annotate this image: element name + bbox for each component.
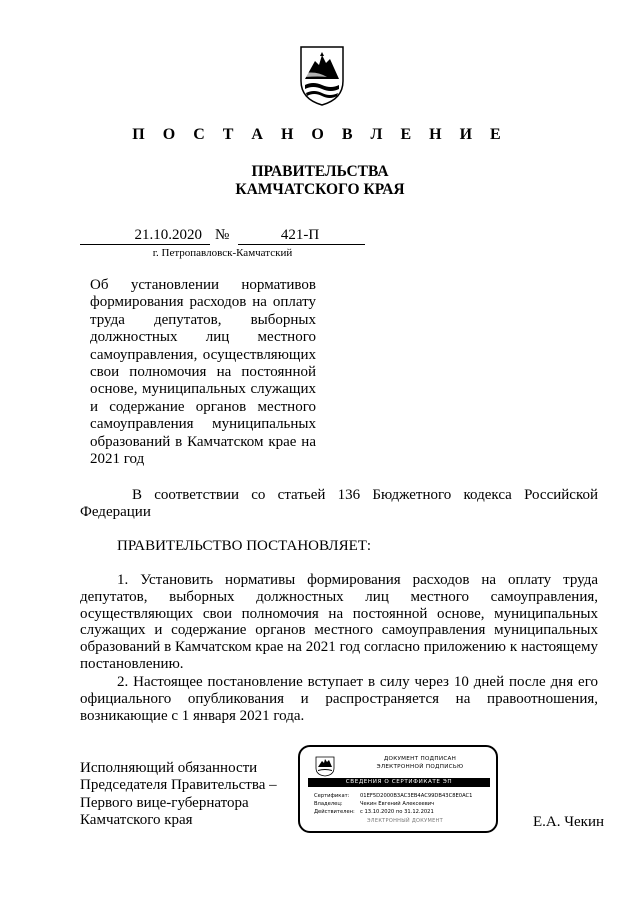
stamp-certificate-bar: СВЕДЕНИЯ О СЕРТИФИКАТЕ ЭП — [308, 778, 490, 787]
stamp-row-owner — [314, 801, 494, 807]
signer-position — [80, 760, 300, 830]
stamp-subtitle: ЭЛЕКТРОННОЙ ПОДПИСЬЮ — [376, 764, 464, 770]
stamp-label: Сертификат: — [314, 793, 350, 799]
stamp-row-certificate — [314, 793, 494, 799]
legal-basis-paragraph: В соответствии со статьей 136 Бюджетного кодекса Российской Федерации — [80, 487, 598, 520]
number-sign: № — [215, 227, 230, 243]
resolves-heading: ПРАВИТЕЛЬСТВО ПОСТАНОВЛЯЕТ: — [117, 538, 372, 554]
signer-position-line: Исполняющий обязанности — [80, 760, 258, 776]
issuer-line-1: ПРАВИТЕЛЬСТВА — [251, 163, 389, 180]
stamp-footer: ЭЛЕКТРОННЫЙ ДОКУМЕНТ — [367, 818, 443, 824]
document-subject: Об установлении нормативов формирования расходов на оплату труда депутатов, выборных должностных лиц местного самоуправления, осуществляющих свои полномочия на постоянной основе, муниципальных служащих и содержание органов местного самоуправления муниципальных образований в Камчатском крае на 2021 год — [90, 277, 316, 468]
resolution-item-2: 2. Настоящее постановление вступает в силу через 10 дней после дня его официального опубликования и распространяется на правоотношения, возникающие с 1 января 2021 года. — [80, 674, 598, 724]
resolution-item-1: 1. Установить нормативы формирования расходов на оплату труда депутатов, выборных должностных лиц местного самоуправления, осуществляющих свои полномочия на постоянной основе, муниципальных служащих и содержание органов местного самоуправления муниципальных образований в Камчатском крае на 2021 год согласно приложению к настоящему постановлению. — [80, 572, 598, 672]
number-underline — [238, 244, 365, 245]
kamchatka-emblem-icon — [297, 43, 347, 107]
stamp-title: ДОКУМЕНТ ПОДПИСАН — [383, 756, 457, 762]
date-underline — [80, 244, 210, 245]
stamp-value: 01EF5D2000B3AC3EB4AC99DB43C8E0AC1 — [360, 793, 473, 799]
stamp-row-validity — [314, 809, 494, 815]
stamp-value: с 13.10.2020 по 31.12.2021 — [360, 809, 434, 815]
stamp-label: Действителен: — [314, 809, 355, 815]
signer-position-line: Председателя Правительства – — [80, 777, 277, 794]
electronic-signature-stamp — [298, 745, 498, 833]
document-date: 21.10.2020 — [134, 227, 202, 243]
issuer-line-2: КАМЧАТСКОГО КРАЯ — [235, 181, 405, 198]
document-number: 421-П — [280, 227, 320, 243]
city: г. Петропавловск-Камчатский — [152, 247, 293, 259]
stamp-value: Чекин Евгений Алексеевич — [360, 801, 435, 807]
stamp-label: Владелец: — [314, 801, 343, 807]
stamp-emblem-icon — [314, 755, 336, 777]
signer-name: Е.А. Чекин — [533, 814, 604, 830]
document-type-title: П О С Т А Н О В Л Е Н И Е — [132, 126, 508, 143]
date-number-row — [80, 227, 365, 247]
signer-position-line: Первого вице-губернатора — [80, 794, 249, 811]
signer-position-line: Камчатского края — [80, 812, 193, 829]
